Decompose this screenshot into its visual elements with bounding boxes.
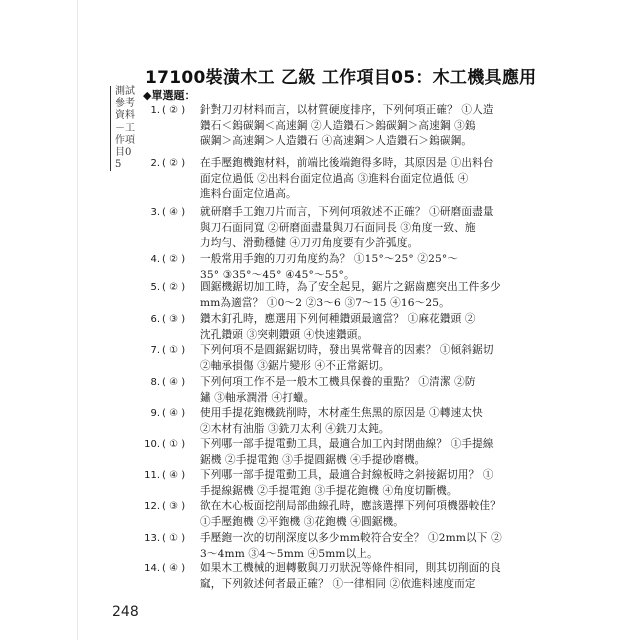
- question-text-line: 下列何項不是圓鋸鋸切時，發出異常聲音的因素？ ①傾斜鋸切: [200, 344, 494, 356]
- question-text: [200, 280, 550, 311]
- answer-key: ( ② ): [162, 158, 186, 169]
- answer-key: ( ② ): [162, 282, 186, 293]
- question-text: [200, 205, 550, 252]
- section-heading: ◆單選題：: [143, 89, 196, 102]
- question-text-line: 窳，下列敘述何者最正確？ ①一律相同 ②依進料速度而定: [200, 577, 476, 590]
- question-number: 9.: [150, 408, 160, 419]
- question-text-line: 鑽石＜鎢碳鋼＜高速鋼 ②人造鑽石＞鎢碳鋼＞高速鋼 ③鎢: [200, 119, 476, 132]
- question-text-line: 手壓鉋一次的切削深度以多少mm較符合安全？ ①2mm以下 ②: [200, 532, 502, 544]
- answer-key: ( ④ ): [162, 207, 186, 218]
- question-text-line: 在手壓鉋機鉋材料，前端比後端鉋得多時，其原因是 ①出料台: [200, 157, 494, 169]
- question-text-line: 力均勻、滑動穩健 ④刀刃角度要有少許弧度。: [200, 237, 419, 249]
- answer-key: ( ① ): [162, 439, 186, 450]
- question-number: 13.: [144, 533, 160, 544]
- question-text-line: ①手壓鉋機 ②平鉋機 ③花鉋機 ④圓鋸機。: [200, 515, 404, 528]
- question-text-line: ②軸承損傷 ③鋸片變形 ④不正常鋸切。: [200, 359, 390, 372]
- question-number: 12.: [144, 501, 160, 512]
- answer-key: ( ④ ): [162, 377, 186, 388]
- question-text-line: 下列哪一部手提電動工具，最適合封線板時之斜接鋸切用？ ①: [200, 469, 494, 481]
- question-text: [200, 375, 550, 406]
- question-text-line: 手提線鋸機 ②手提電鉋 ③手提花鉋機 ④角度切斷機。: [200, 484, 458, 497]
- question-text-line: 3～4mm ③4～5mm ④5mm以上。: [200, 547, 378, 560]
- answer-key: ( ④ ): [162, 408, 186, 419]
- question-text: [200, 437, 550, 468]
- question-number: 5.: [150, 282, 160, 293]
- question-text: [200, 531, 550, 562]
- question-text: [200, 499, 550, 530]
- question-text-line: 與刀石面同寬 ②研磨面盡量與刀石面同長 ③角度一致、施: [200, 221, 476, 234]
- question-number: 11.: [144, 470, 160, 481]
- question-number: 3.: [150, 207, 160, 218]
- question-number: 2.: [150, 158, 160, 169]
- question-text: [200, 312, 550, 343]
- answer-key: ( ④ ): [162, 563, 186, 574]
- question-text: [200, 343, 550, 374]
- answer-key: ( ④ ): [162, 470, 186, 481]
- page-title: 17100裝潢木工 乙級 工作項目05：木工機具應用: [145, 68, 537, 88]
- question-text-line: 進料台面定位過高。: [200, 188, 297, 200]
- question-text-line: ②木材有油脂 ③銑刀太利 ④銑刀太鈍。: [200, 422, 390, 435]
- question-number: 1.: [150, 105, 160, 116]
- question-text-line: 面定位過低 ②出料台面定位過高 ③進料台面定位過低 ④: [200, 172, 469, 185]
- question-text-line: 35° ③35°～45° ④45°～55°。: [200, 268, 355, 281]
- question-number: 10.: [144, 439, 160, 450]
- question-text: [200, 103, 550, 150]
- answer-key: ( ③ ): [162, 501, 186, 512]
- question-text-line: 針對刀刃材料而言，以材質硬度排序，下列何項正確？ ①人造: [200, 104, 494, 116]
- side-tab-label: 測試參考資料－工作項目05: [110, 86, 135, 171]
- question-number: 14.: [144, 563, 160, 574]
- question-text-line: 下列何項工作不是一般木工機具保養的重點？ ①清潔 ②防: [200, 376, 476, 388]
- question-number: 4.: [150, 254, 160, 265]
- question-text: [200, 468, 550, 499]
- question-text-line: 圓鋸機鋸切加工時，為了安全起見，鋸片之鋸齒應突出工件多少: [200, 281, 501, 293]
- question-text-line: 鏽 ③軸承潤滑 ④打蠟。: [200, 391, 315, 404]
- question-text: [200, 406, 550, 437]
- answer-key: ( ② ): [162, 254, 186, 265]
- answer-key: ( ③ ): [162, 314, 186, 325]
- answer-key: ( ① ): [162, 533, 186, 544]
- question-number: 6.: [150, 314, 160, 325]
- page-number: 248: [112, 604, 139, 620]
- question-text-line: 一般常用手鉋的刀刃角度約為？ ①15°～25° ②25°～: [200, 253, 459, 265]
- question-text-line: 下列哪一部手提電動工具，最適合加工內封閉曲線？ ①手提線: [200, 438, 494, 450]
- question-text-line: 使用手提花鉋機銑削時，木材產生焦黑的原因是 ①轉速太快: [200, 407, 483, 419]
- question-text-line: 鑽木釘孔時，應選用下列何種鑽頭最適當？ ①麻花鑽頭 ②: [200, 313, 476, 325]
- answer-key: ( ② ): [162, 105, 186, 116]
- question-text: [200, 156, 550, 203]
- question-text-line: 碳鋼＞高速鋼＞人造鑽石 ④高速鋼＞人造鑽石＞鎢碳鋼。: [200, 135, 473, 147]
- question-text-line: 欲在木心板面挖削局部曲線孔時，應該選擇下列何項機器較佳？: [200, 500, 501, 512]
- question-text-line: 如果木工機械的迴轉數與刀刃狀況等條件相同，則其切削面的良: [200, 562, 501, 574]
- question-text-line: 沈孔鑽頭 ③突剌鑽頭 ④快速鑽頭。: [200, 328, 369, 341]
- question-text-line: 就研磨手工鉋刀片而言，下列何項敘述不正確？ ①研磨面盡量: [200, 206, 494, 218]
- question-text: [200, 561, 550, 592]
- question-text-line: mm為適當？ ①0～2 ②3～6 ③7～15 ④16～25。: [200, 296, 450, 309]
- question-text: [200, 252, 550, 283]
- question-number: 8.: [150, 377, 160, 388]
- question-text-line: 鋸機 ②手提電鉋 ③手提圓鋸機 ④手提砂磨機。: [200, 453, 426, 466]
- answer-key: ( ① ): [162, 345, 186, 356]
- question-number: 7.: [150, 345, 160, 356]
